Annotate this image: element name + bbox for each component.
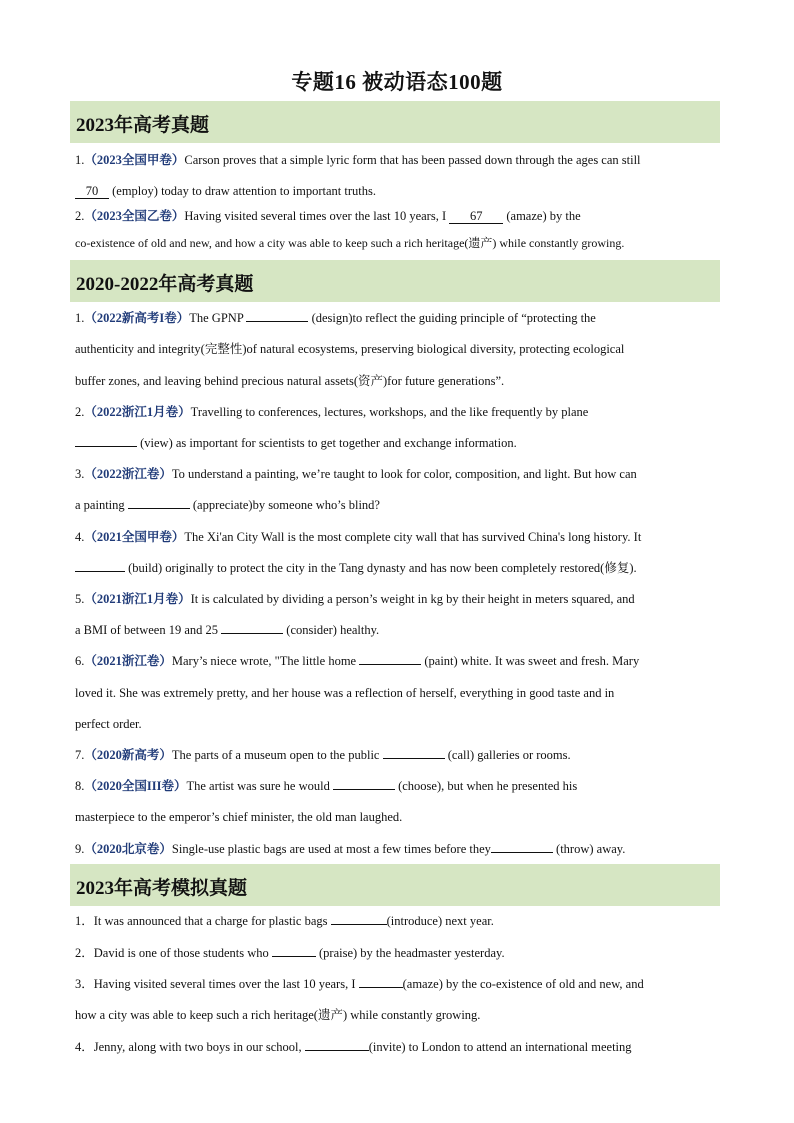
question-2020-1: 1.（2022新高考I卷）The GPNP (design)to reflect the guiding principle of “protecting the — [75, 311, 596, 325]
question-2020-7: 7.（2020新高考）The parts of a museum open to the public (call) galleries or rooms. — [75, 748, 571, 762]
question-2020-6-cont: perfect order. — [75, 717, 142, 731]
section-header-mock — [70, 864, 720, 906]
question-2020-6-cont: loved it. She was extremely pretty, and her house was a reflection of herself, everything in good taste and in — [75, 686, 615, 700]
question-2020-6: 6.（2021浙江卷）Mary’s niece wrote, "The little home (paint) white. It was sweet and fresh. Mary — [75, 654, 640, 668]
question-2020-5: 5.（2021浙江1月卷）It is calculated by dividing a person’s weight in kg by their height in meters squared, and — [75, 592, 635, 606]
question-2020-4-cont: (build) originally to protect the city in the Tang dynasty and has now been completely restored(修复). — [75, 560, 720, 576]
answer-blank[interactable] — [75, 571, 125, 572]
answer-blank[interactable] — [128, 508, 190, 509]
question-source: （2020北京卷） — [84, 842, 172, 856]
answer-blank[interactable] — [383, 758, 445, 759]
question-2023-2-cont: co-existence of old and new, and how a city was able to keep such a rich heritage(遗产) while constantly growing. — [75, 236, 625, 250]
question-2020-3-cont: a painting (appreciate)by someone who’s blind? — [75, 498, 380, 512]
question-source: （2023全国乙卷） — [84, 209, 185, 223]
question-2020-8: 8.（2020全国III卷）The artist was sure he would (choose), but when he presented his — [75, 779, 578, 793]
section-label: 2023年高考模拟真题 — [76, 878, 248, 899]
question-source: （2020新高考） — [84, 748, 172, 762]
answer-blank[interactable] — [491, 852, 553, 853]
section-header-2020-2022 — [70, 260, 720, 302]
question-2020-8-cont: masterpiece to the emperor’s chief minister, the old man laughed. — [75, 810, 403, 824]
question-source: （2021全国甲卷） — [84, 530, 185, 544]
answer-blank[interactable] — [221, 633, 283, 634]
section-header-2023 — [70, 101, 720, 143]
answer-blank[interactable]: 70 — [75, 185, 109, 199]
question-2020-1-cont: buffer zones, and leaving behind precious natural assets(资产)for future generations”. — [75, 374, 505, 388]
question-mock-4: 4．Jenny, along with two boys in our school, (invite) to London to attend an international meeting — [75, 1040, 632, 1054]
question-mock-2: 2．David is one of those students who (praise) by the headmaster yesterday. — [75, 946, 505, 960]
question-mock-3-cont: how a city was able to keep such a rich heritage(遗产) while constantly growing. — [75, 1008, 481, 1022]
answer-blank[interactable] — [359, 664, 421, 665]
question-source: （2021浙江1月卷） — [84, 592, 191, 606]
question-source: （2023全国甲卷） — [84, 153, 185, 167]
question-2023-1-cont: 70 (employ) today to draw attention to important truths. — [75, 183, 720, 199]
answer-blank[interactable] — [305, 1050, 369, 1051]
answer-blank[interactable] — [333, 789, 395, 790]
question-2023-1: 1.（2023全国甲卷）Carson proves that a simple lyric form that has been passed down through the ages can still — [75, 153, 641, 167]
section-label: 2020-2022年高考真题 — [76, 274, 254, 295]
answer-blank[interactable] — [246, 321, 308, 322]
section-label: 2023年高考真题 — [76, 115, 210, 136]
answer-blank[interactable]: 67 — [449, 210, 503, 224]
page-title: 专题16 被动语态100题 — [291, 70, 503, 94]
question-mock-1: 1．It was announced that a charge for plastic bags (introduce) next year. — [75, 914, 494, 928]
answer-blank[interactable] — [331, 924, 387, 925]
question-2020-2: 2.（2022浙江1月卷）Travelling to conferences, lectures, workshops, and the like frequently by plane — [75, 405, 589, 419]
question-source: （2022新高考I卷） — [84, 311, 190, 325]
question-source: （2021浙江卷） — [84, 654, 172, 668]
question-mock-3: 3．Having visited several times over the last 10 years, I (amaze) by the co-existence of old and new, and — [75, 977, 644, 991]
question-source: （2022浙江1月卷） — [84, 405, 191, 419]
question-2020-5-cont: a BMI of between 19 and 25 (consider) healthy. — [75, 623, 380, 637]
question-2020-1-cont: authenticity and integrity(完整性)of natural ecosystems, preserving biological diversity, protecting ecological — [75, 342, 625, 356]
answer-blank[interactable] — [272, 956, 316, 957]
answer-blank[interactable] — [359, 987, 403, 988]
question-source: （2020全国III卷） — [84, 779, 187, 793]
question-2020-4: 4.（2021全国甲卷）The Xi'an City Wall is the most complete city wall that has survived China's long history. It — [75, 530, 642, 544]
question-2020-2-cont: (view) as important for scientists to get together and exchange information. — [75, 435, 720, 451]
question-2020-3: 3.（2022浙江卷）To understand a painting, we’re taught to look for color, composition, and light. But how can — [75, 467, 637, 481]
question-2020-9: 9.（2020北京卷）Single-use plastic bags are used at most a few times before they (throw) away. — [75, 842, 626, 856]
question-source: （2022浙江卷） — [84, 467, 172, 481]
answer-blank[interactable] — [75, 446, 137, 447]
question-2023-2: 2.（2023全国乙卷）Having visited several times over the last 10 years, I 67 (amaze) by the — [75, 209, 581, 223]
